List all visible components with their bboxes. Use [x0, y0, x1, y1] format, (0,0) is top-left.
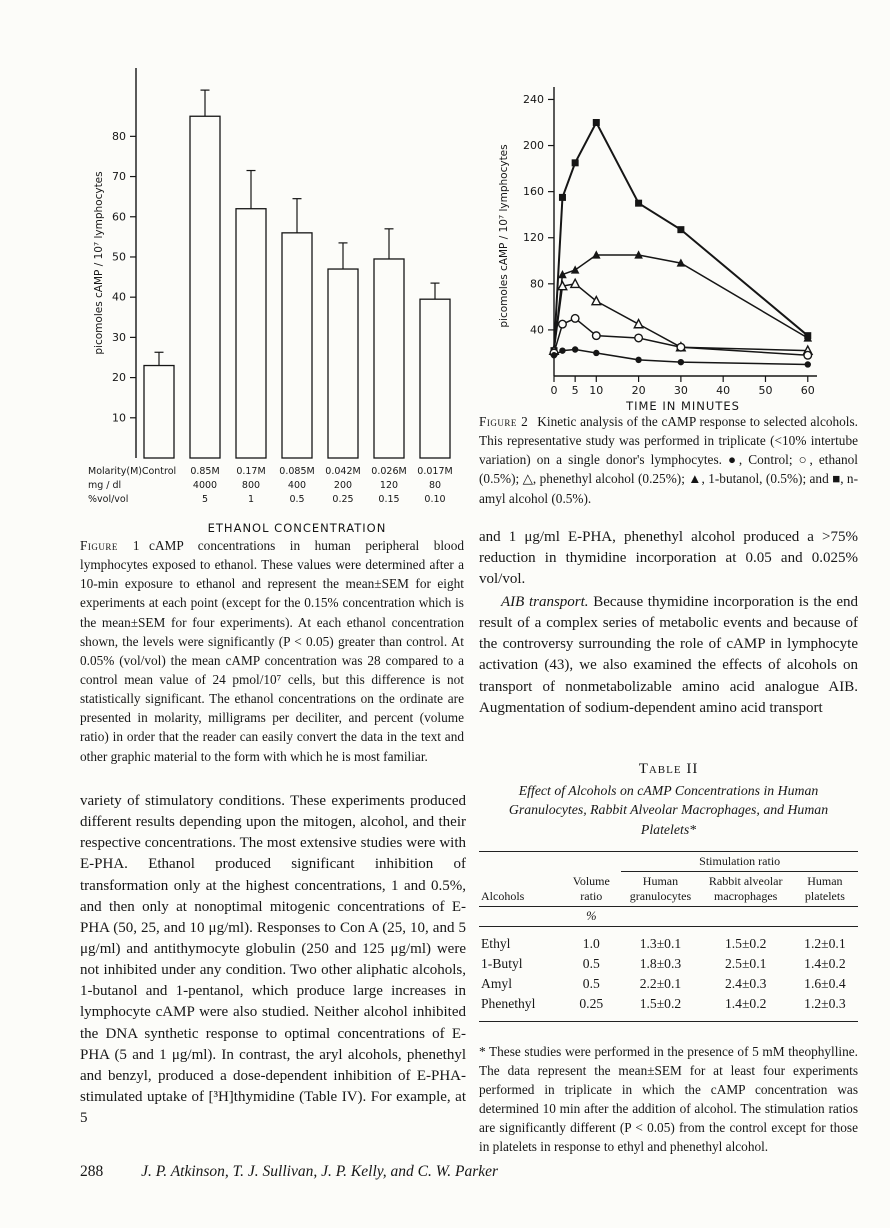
figure2-caption-text: Kinetic analysis of the cAMP response to selected alcohols. This representative study was performed in triplicate (<10% intertube variation) on a single donor's lymphocytes. ●, Control; ○, ethanol (0.5%); △, phenethyl alcohol (0.25%); ▲, 1-butanol, (0.5%); and ■, n-amyl alcohol (0.5%).	[479, 414, 858, 506]
x-axis-title: ETHANOL CONCENTRATION	[207, 521, 387, 535]
table-col-header: Volume ratio	[561, 871, 621, 906]
table-cell-empty	[621, 906, 699, 926]
y-tick-label: 70	[112, 170, 126, 184]
x-tick-label: 0.026M	[371, 466, 407, 477]
x-row-label: %vol/vol	[88, 494, 129, 505]
bar	[236, 209, 266, 458]
y-tick-label: 80	[530, 277, 544, 291]
table-header-row	[479, 871, 858, 906]
table-span-row	[479, 851, 858, 871]
x-row-label: Molarity(M)	[88, 466, 142, 477]
table-cell-empty	[479, 906, 561, 926]
x-tick-label: 400	[287, 480, 307, 491]
figure2-caption-label: Figure 2	[479, 414, 529, 429]
table-cell: Amyl	[481, 975, 512, 991]
y-tick-label: 40	[112, 290, 126, 304]
table-cell: 1.5±0.2	[724, 935, 767, 951]
x-tick-label: 0	[550, 384, 558, 397]
series-filled-triangle	[550, 250, 812, 354]
x-tick-label: 50	[758, 384, 773, 397]
x-tick-label: 5	[571, 384, 579, 397]
table-row	[479, 974, 858, 994]
table-cell-empty	[479, 851, 621, 871]
y-tick-label: 240	[523, 92, 544, 106]
y-tick-label: 60	[112, 210, 126, 224]
x-tick-label: 80	[428, 480, 442, 491]
right-column-paragraph-2-text: Because thymidine incorporation is the end result of a complex series of metabolic events and because of the controversy surrounding the role of cAMP in lymphocyte activation (43), we also examined the effects of alcohols on transport of nonmetabolizable amino acid analogue AIB. Augmentation of sodium-dependent amino acid transport	[479, 594, 858, 716]
table2	[479, 851, 858, 1022]
figure1-caption-label: Figure 1	[80, 538, 141, 553]
y-tick-label: 40	[530, 323, 544, 337]
table-cell: 1.4±0.2	[724, 995, 767, 1011]
right-column-paragraph-1: and 1 μg/ml E-PHA, phenethyl alcohol produced a >75% reduction in thymidine incorporation at 0.05 and 0.025% vol/vol.	[479, 529, 858, 588]
bar	[328, 269, 358, 458]
left-column-paragraph: variety of stimulatory conditions. These experiments produced different results depending upon the mitogen, alcohol, and their respective concentrations. The most extensive studies were with E-PHA. Ethanol produced significant inhibition of transformation only at the highest concentrations, 1 and 0.5%, and then only at nonoptimal mitogenic concentrations of E-PHA (50, 25, and 10 μg/ml). Responses to Con A (25, 10, and 5 μg/ml) and antithymocyte globulin (250 and 125 μg/ml) were not inhibited under any condition. Two other aliphatic alcohols, 1-butanol and 1-pentanol, which produce large increases in lymphocyte cAMP were also studied. Neither alcohol inhibited the DNA synthetic response to optimal concentrations of E-PHA (5 and 1 μg/ml). In contrast, the aryl alcohols, phenethyl and benzyl, produced a dose-dependent inhibition of E-PHA-stimulated uptake of [³H]thymidine (Table IV). For example, at 5	[80, 793, 466, 1127]
table-cell-empty	[792, 906, 858, 926]
x-tick-label: 200	[333, 480, 353, 491]
x-tick-label: 20	[631, 384, 646, 397]
x-tick-label: 120	[379, 480, 399, 491]
table-row	[479, 954, 858, 974]
table-cell: 1-Butyl	[481, 955, 523, 971]
x-tick-label: 0.25	[332, 494, 354, 505]
table2-block	[479, 761, 858, 1022]
x-tick-label: 0.10	[424, 494, 446, 505]
y-tick-label: 200	[523, 139, 544, 153]
y-tick-label: 30	[112, 330, 126, 344]
figure1-caption-text: cAMP concentrations in human peripheral blood lymphocytes exposed to ethanol. These values were determined after a 10-min exposure to ethanol and represent the mean±SEM for eight experiments at each point (except for the 0.15% concentration which is the mean±SEM for four experiments). At each ethanol concentration shown, the levels were significantly (P < 0.05) greater than control. At 0.05% (vol/vol) the mean cAMP concentration was 28 compared to a control mean value of 24 pmol/10⁷ cells, but this difference is not statistically significant. The ethanol concentrations on the ordinate are presented in molarity, milligrams per deciliter, and percent (volume ratio) in order that the reader can easily convert the data in the text and other graphic material to the form with which he is most familiar.	[80, 538, 464, 764]
table-col-header: Rabbit alveolar macrophages	[700, 871, 792, 906]
page-number: 288	[80, 1163, 104, 1180]
table2-footnote: * These studies were performed in the presence of 5 mM theophylline. The data represent the mean±SEM for at least four experiments performed in triplicate in which the cAMP concentration was determined 10 min after the addition of alcohol. The stimulation ratios are significantly different (P < 0.05) from the control except for those in platelets in response to ethyl and phenethyl alcohol.	[479, 1044, 858, 1154]
x-tick-label: 0.5	[289, 494, 305, 505]
x-tick-label: 60	[800, 384, 815, 397]
table-cell: 2.2±0.1	[639, 975, 682, 991]
bar	[420, 299, 450, 458]
bar	[190, 116, 220, 458]
table-cell: 2.5±0.1	[724, 955, 767, 971]
running-authors: J. P. Atkinson, T. J. Sullivan, J. P. Kelly, and C. W. Parker	[141, 1163, 499, 1180]
series-filled-square	[551, 119, 812, 354]
table-cell: 0.25	[579, 995, 604, 1011]
table-cell: 1.3±0.1	[639, 935, 682, 951]
x-tick-label: 30	[673, 384, 688, 397]
table-cell: Phenethyl	[481, 995, 536, 1011]
y-tick-label: 50	[112, 250, 126, 264]
figure2-line-chart	[492, 82, 844, 414]
x-row-label: mg / dl	[88, 480, 122, 491]
x-tick-label: 5	[201, 494, 209, 505]
page-footer	[80, 1163, 800, 1181]
bar	[374, 259, 404, 458]
table-cell: 1.8±0.3	[639, 955, 682, 971]
table-cell-empty	[700, 906, 792, 926]
y-axis-title: picomoles cAMP / 10⁷ lymphocytes	[498, 144, 510, 328]
x-tick-label: 10	[589, 384, 604, 397]
table-row	[479, 994, 858, 1022]
table-cell: 1.6±0.4	[804, 975, 846, 991]
table-row	[479, 926, 858, 954]
x-tick-label: 0.017M	[417, 466, 453, 477]
x-tick-label: 0.17M	[236, 466, 266, 477]
table-cell: 1.0	[582, 935, 600, 951]
table-cell: 1.2±0.1	[804, 935, 846, 951]
y-tick-label: 10	[112, 411, 126, 425]
y-tick-label: 80	[112, 129, 126, 143]
table-span-header: Stimulation ratio	[621, 851, 858, 871]
x-tick-label: 4000	[192, 480, 218, 491]
x-tick-label: 1	[247, 494, 255, 505]
figure2-caption	[479, 412, 858, 508]
table-cell: Ethyl	[481, 935, 511, 951]
table-units-cell: %	[561, 906, 621, 926]
table2-subtitle: Effect of Alcohols on cAMP Concentrations in Human Granulocytes, Rabbit Alveolar Macrophages, and Human Platelets*	[508, 783, 829, 837]
y-tick-label: 160	[523, 185, 544, 199]
y-tick-label: 20	[112, 371, 126, 385]
x-tick-label: 0.15	[378, 494, 400, 505]
table-cell: 1.5±0.2	[639, 995, 682, 1011]
bar	[144, 366, 174, 458]
table-col-header: Human granulocytes	[621, 871, 699, 906]
table2-title: Table II	[638, 761, 699, 777]
x-axis-title: TIME IN MINUTES	[626, 399, 740, 413]
x-tick-label: 40	[716, 384, 731, 397]
right-column-paragraph-2	[479, 592, 858, 719]
figure1-caption	[80, 536, 464, 766]
bar	[282, 233, 312, 458]
table-units-row	[479, 906, 858, 926]
table-cell: 0.5	[582, 975, 600, 991]
table-col-header: Alcohols	[479, 871, 561, 906]
table-col-header: Human platelets	[792, 871, 858, 906]
table-cell: 2.4±0.3	[724, 975, 767, 991]
x-tick-label: Control	[141, 466, 177, 477]
figure1-container	[86, 56, 466, 541]
table-cell: 1.2±0.3	[804, 995, 846, 1011]
figure2-container	[492, 82, 844, 419]
y-axis-title: picomoles cAMP / 10⁷ lymphocytes	[93, 171, 105, 355]
table-cell: 0.5	[582, 955, 600, 971]
aib-transport-lead: AIB transport.	[501, 594, 589, 610]
figure1-bar-chart	[86, 56, 466, 536]
y-tick-label: 120	[523, 231, 544, 245]
x-tick-label: 0.042M	[325, 466, 361, 477]
x-tick-label: 800	[241, 480, 261, 491]
x-tick-label: 0.85M	[190, 466, 220, 477]
table-cell: 1.4±0.2	[804, 955, 846, 971]
x-tick-label: 0.085M	[279, 466, 315, 477]
